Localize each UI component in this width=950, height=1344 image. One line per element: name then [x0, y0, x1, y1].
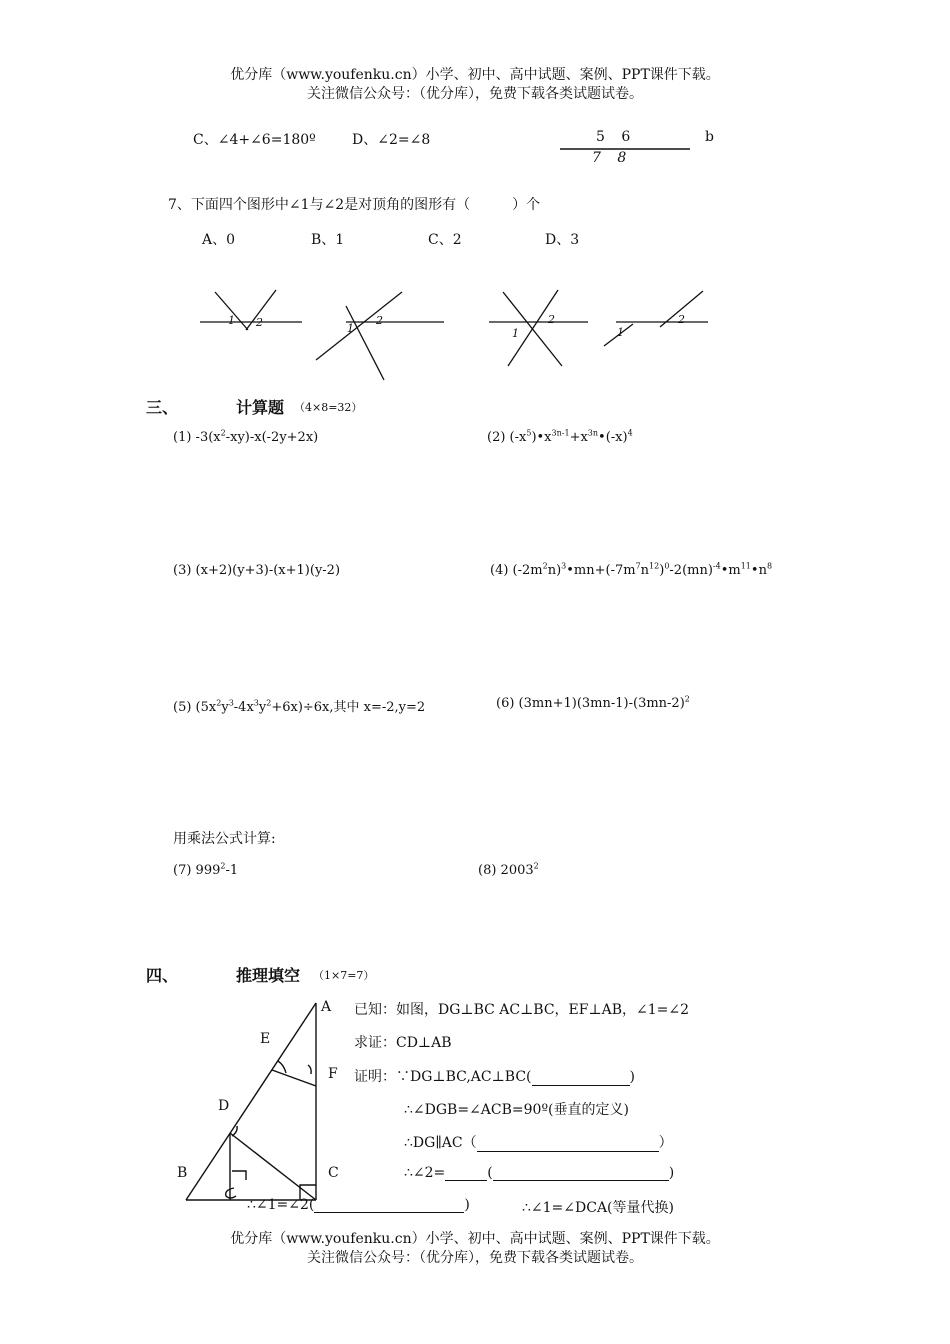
proof-step-2: ∴∠DGB=∠ACB=90º(垂直的定义)	[404, 1102, 629, 1118]
q6-figure-bottom-labels: 7 8	[592, 150, 633, 166]
proof-blank-1[interactable]	[532, 1072, 630, 1086]
header-line-2: 关注微信公众号：（优分库），免费下载各类试题试卷。	[307, 86, 643, 102]
problem-1: (1) $-3(x^2-xy)-x(-2y+2x)$	[173, 428, 319, 445]
section3-title: 计算题	[236, 398, 285, 417]
q7-option-c: C、2	[428, 232, 462, 248]
label-a: A	[321, 999, 332, 1015]
section4-score: （1×7=7）	[313, 969, 375, 982]
section3-number: 三、	[146, 398, 179, 417]
proof-blank-4[interactable]	[493, 1167, 669, 1181]
proof-step-4: ∴∠2= ( )	[404, 1165, 675, 1181]
section4-number: 四、	[146, 966, 179, 985]
q6-option-d: D、∠2=∠8	[352, 132, 431, 148]
proof-blank-2[interactable]	[477, 1138, 659, 1152]
q7-fig2-label-1: 1	[347, 322, 354, 335]
formula-intro: 用乘法公式计算:	[173, 831, 276, 847]
label-c: C	[328, 1165, 339, 1181]
proof-step-5: ∴∠1=∠2( )	[247, 1197, 470, 1213]
proof-step-1: 证明：∵DG⊥BC,AC⊥BC( )	[354, 1069, 635, 1085]
q7-fig4-label-1: 1	[617, 326, 624, 339]
header-line-1: 优分库（www.youfenku.cn）小学、初中、高中试题、案例、PPT课件下载。	[230, 67, 720, 83]
problem-6: (6) $(3mn+1)(3mn-1)-(3mn-2)^2$	[496, 694, 690, 711]
q7-fig1-label-1: 1	[228, 314, 235, 327]
problem-7: (7) $999^2-1$	[173, 861, 239, 878]
proof-step-3: ∴DG∥AC（ ）	[404, 1135, 673, 1151]
q6-option-c: C、∠4+∠6=180º	[193, 132, 316, 148]
problem-8: (8) 2003$^2$	[478, 861, 539, 878]
proof-blank-3[interactable]	[445, 1167, 487, 1181]
q6-figure-top-labels: 5 6	[596, 129, 637, 145]
label-d: D	[218, 1098, 230, 1114]
problem-5: (5) $(5x^2y^3-4x^3y^2+6x)\div 6x$,其中 x=-2,y=2	[173, 698, 426, 715]
footer-line-1: 优分库（www.youfenku.cn）小学、初中、高中试题、案例、PPT课件下载。	[230, 1231, 720, 1247]
given: 已知：如图，DG⊥BC AC⊥BC，EF⊥AB，∠1=∠2	[354, 1002, 690, 1018]
q7-option-b: B、1	[311, 232, 345, 248]
proof-blank-5[interactable]	[314, 1199, 464, 1213]
section3-score: （4×8=32）	[294, 401, 363, 414]
label-b: B	[177, 1165, 188, 1181]
proof-step-6: ∴∠1=∠DCA(等量代换)	[522, 1200, 674, 1216]
q7-fig3-label-2: 2	[548, 313, 555, 326]
to-prove: 求证：CD⊥AB	[354, 1035, 452, 1051]
footer-line-2: 关注微信公众号：（优分库），免费下载各类试题试卷。	[307, 1250, 643, 1266]
section4-title: 推理填空	[236, 966, 301, 985]
q7-option-d: D、3	[545, 232, 580, 248]
q7-fig1-label-2: 2	[256, 316, 263, 329]
q7-stem: 7、下面四个图形中∠1与∠2是对顶角的图形有（ ）个	[168, 197, 541, 213]
q7-fig2-label-2: 2	[376, 314, 383, 327]
q7-fig4-label-2: 2	[678, 313, 685, 326]
label-e: E	[260, 1031, 271, 1047]
q7-fig3-label-1: 1	[512, 327, 519, 340]
problem-4: (4) $(-2m^2n)^3•mn+(-7m^7n^{12})^0-2(mn)^{-4}•m^{11}•n^8$	[490, 561, 773, 578]
q6-figure-label-b: b	[705, 129, 714, 145]
problem-2: (2) $(-x^5)•x^{3n-1}+x^{3n}•(-x)^4$	[487, 428, 633, 445]
label-f: F	[328, 1066, 338, 1082]
problem-3: (3) (x+2)(y+3)-(x+1)(y-2)	[173, 563, 341, 578]
q7-option-a: A、0	[202, 232, 236, 248]
